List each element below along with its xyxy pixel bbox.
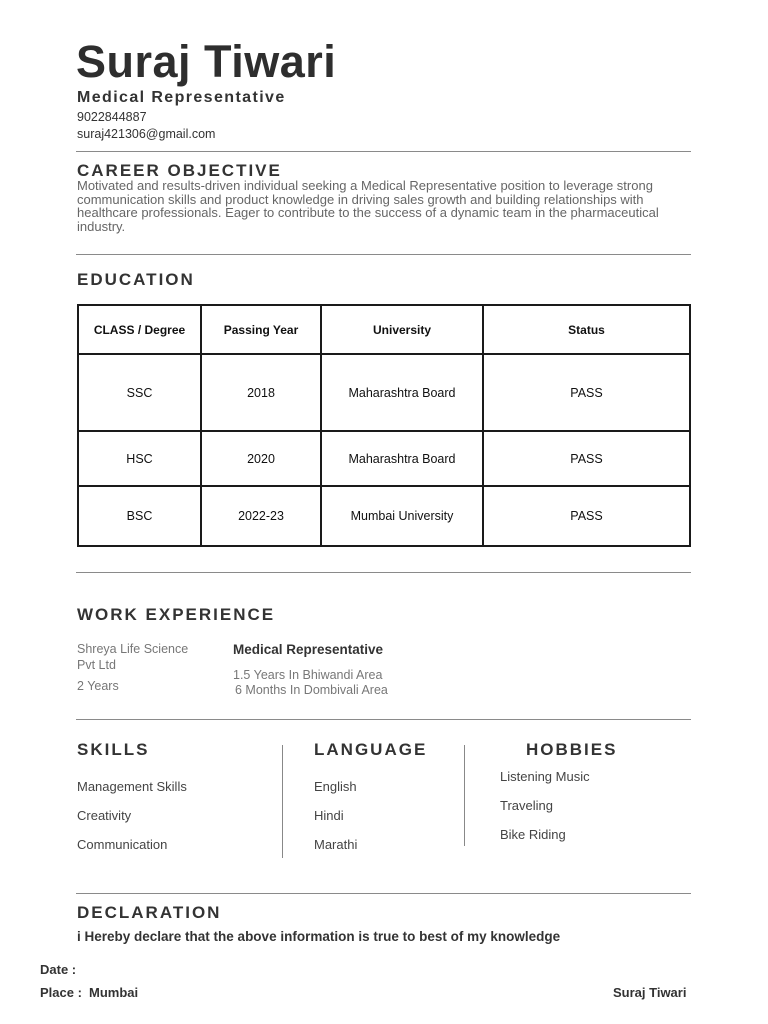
column-divider (464, 745, 465, 846)
table-cell: Maharashtra Board (321, 354, 483, 431)
column-header: Passing Year (201, 305, 321, 354)
work-detail-2: 6 Months In Dombivali Area (235, 683, 388, 697)
place-label: Place : (40, 985, 82, 1000)
table-cell: Maharashtra Board (321, 431, 483, 486)
hobby-item: Listening Music (500, 769, 590, 784)
language-item: Hindi (314, 808, 344, 823)
table-cell: 2018 (201, 354, 321, 431)
column-header: University (321, 305, 483, 354)
hobby-item: Bike Riding (500, 827, 566, 842)
divider (76, 254, 691, 255)
table-cell: HSC (78, 431, 201, 486)
email-address: suraj421306@gmail.com (77, 127, 216, 141)
table-header-row (78, 305, 690, 354)
place-value: Mumbai (89, 985, 139, 1000)
divider (76, 151, 691, 152)
column-header: Status (483, 305, 690, 354)
company-name-line1: Shreya Life Science (77, 642, 189, 656)
job-title: Medical Representative (77, 89, 286, 106)
signature-name: Suraj Tiwari (613, 985, 687, 1000)
table-cell: PASS (483, 486, 690, 546)
divider (76, 893, 691, 894)
table-cell: 2020 (201, 431, 321, 486)
work-experience-heading: WORK EXPERIENCE (77, 605, 276, 624)
date-label: Date : (40, 962, 77, 977)
table-row (78, 431, 690, 486)
skills-heading: SKILLS (77, 740, 150, 759)
education-heading: EDUCATION (77, 270, 195, 289)
skill-item: Communication (77, 837, 168, 852)
language-heading: LANGUAGE (314, 740, 428, 759)
hobbies-heading: HOBBIES (526, 740, 618, 759)
education-table (77, 304, 691, 547)
language-item: Marathi (314, 837, 358, 852)
declaration-text: i Hereby declare that the above information is true to best of my knowledge (77, 929, 561, 944)
skill-item: Management Skills (77, 779, 187, 794)
table-cell: PASS (483, 431, 690, 486)
table-cell: PASS (483, 354, 690, 431)
divider (76, 719, 691, 720)
declaration-heading: DECLARATION (77, 903, 222, 922)
table-row (78, 354, 690, 431)
table-cell: SSC (78, 354, 201, 431)
skill-item: Creativity (77, 808, 132, 823)
phone-number: 9022844887 (77, 110, 147, 124)
hobby-item: Traveling (500, 798, 553, 813)
work-duration: 2 Years (77, 679, 119, 693)
column-divider (282, 745, 283, 858)
column-header: CLASS / Degree (78, 305, 201, 354)
table-row (78, 486, 690, 546)
candidate-name: Suraj Tiwari (76, 36, 337, 87)
table-cell: Mumbai University (321, 486, 483, 546)
table-cell: BSC (78, 486, 201, 546)
divider (76, 572, 691, 573)
work-position: Medical Representative (233, 642, 384, 657)
language-item: English (314, 779, 357, 794)
career-objective-text: Motivated and results-driven individual seeking a Medical Representative position to leverage strong communication skills and product knowledge in driving sales growth and building relationships with healthcare professionals. Eager to contribute to the success of a dynamic team in the pharmaceutical industry. (77, 178, 659, 234)
table-cell: 2022-23 (201, 486, 321, 546)
work-detail-1: 1.5 Years In Bhiwandi Area (233, 668, 383, 682)
career-objective-heading: CAREER OBJECTIVE (77, 161, 282, 180)
company-name-line2: Pvt Ltd (77, 658, 116, 672)
